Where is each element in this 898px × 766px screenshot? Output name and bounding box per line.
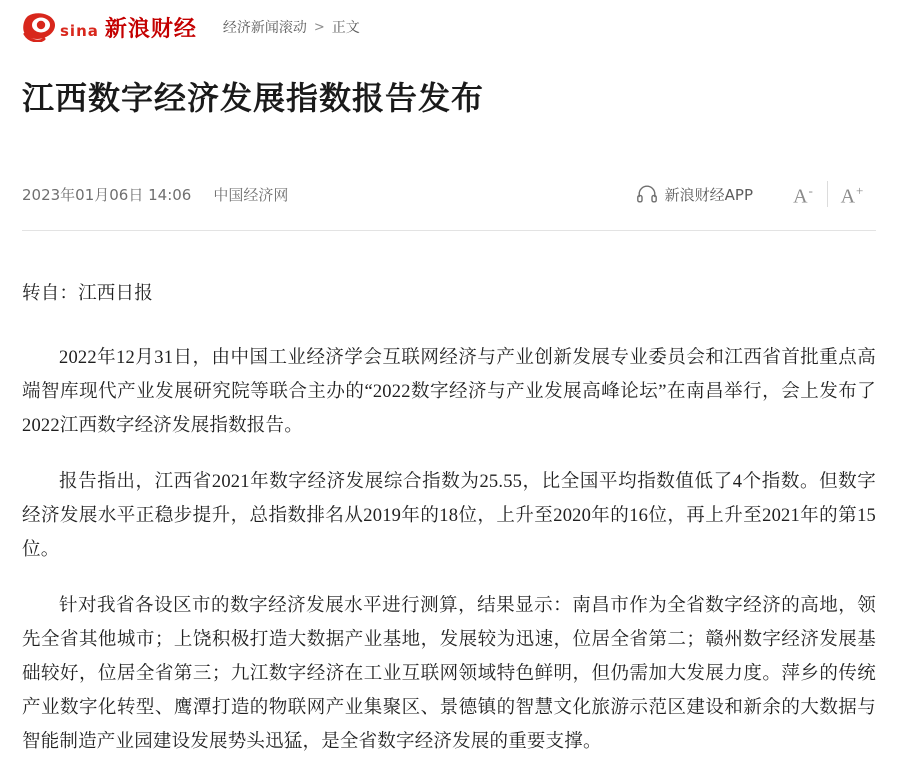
brand-name: 新浪财经 <box>104 16 197 42</box>
font-increase-button[interactable]: A+ <box>840 183 864 208</box>
app-link-label: 新浪财经APP <box>664 185 753 204</box>
breadcrumb-item-current: 正文 <box>331 20 360 36</box>
article-paragraph: 针对我省各设区市的数字经济发展水平进行测算，结果显示：南昌市作为全省数字经济的高地，领先全省其他城市；上饶积极打造大数据产业基地，发展较为迅速，位居全省第二；赣州数字经济发展基础较好，位居全省第三；九江数字经济在工业互联网领域特色鲜明，但仍需加大发展力度。萍乡的传统产业数字化转型、鹰潭打造的物联网产业集聚区、景德镇的智慧文化旅游示范区建设和新余的大数据与智能制造产业园建设发展势头迅猛，是全省数字经济发展的重要支撑。 <box>22 596 876 752</box>
sina-finance-app-link[interactable] <box>637 184 753 205</box>
breadcrumb-separator: > <box>313 19 325 35</box>
title-area <box>0 54 898 120</box>
article-reprint-source: 转自：江西日报 <box>22 284 153 304</box>
sina-wordmark: sina <box>60 22 99 40</box>
sina-logo[interactable] <box>22 12 197 43</box>
article-paragraph: 报告指出，江西省2021年数字经济发展综合指数为25.55，比全国平均指数值低了4个指数。但数字经济发展水平正稳步提升，总指数排名从2019年的18位，上升至2020年的16位，再上升至2021年的第15位。 <box>22 472 876 560</box>
meta-right-group <box>637 177 876 211</box>
sina-eye-icon <box>22 12 58 42</box>
publish-date: 2023年01月06日 14:06 <box>22 185 192 204</box>
article-source[interactable]: 中国经济网 <box>213 185 289 204</box>
font-decrease-button[interactable]: A- <box>793 183 813 208</box>
article-meta <box>22 172 876 231</box>
breadcrumb-item-channel[interactable]: 经济新闻滚动 <box>222 20 307 36</box>
meta-left-group <box>22 184 288 205</box>
article-paragraph: 2022年12月31日，由中国工业经济学会互联网经济与产业创新发展专业委员会和江西省首批重点高端智库现代产业发展研究院等联合主办的“2022数字经济与产业发展高峰论坛”在南昌举行，会上发布了2022江西数字经济发展指数报告。 <box>22 348 876 436</box>
article-body <box>0 231 898 759</box>
page-title: 江西数字经济发展指数报告发布 <box>22 79 485 117</box>
headphones-icon <box>637 185 657 203</box>
breadcrumb <box>223 17 360 37</box>
site-header <box>0 0 898 54</box>
